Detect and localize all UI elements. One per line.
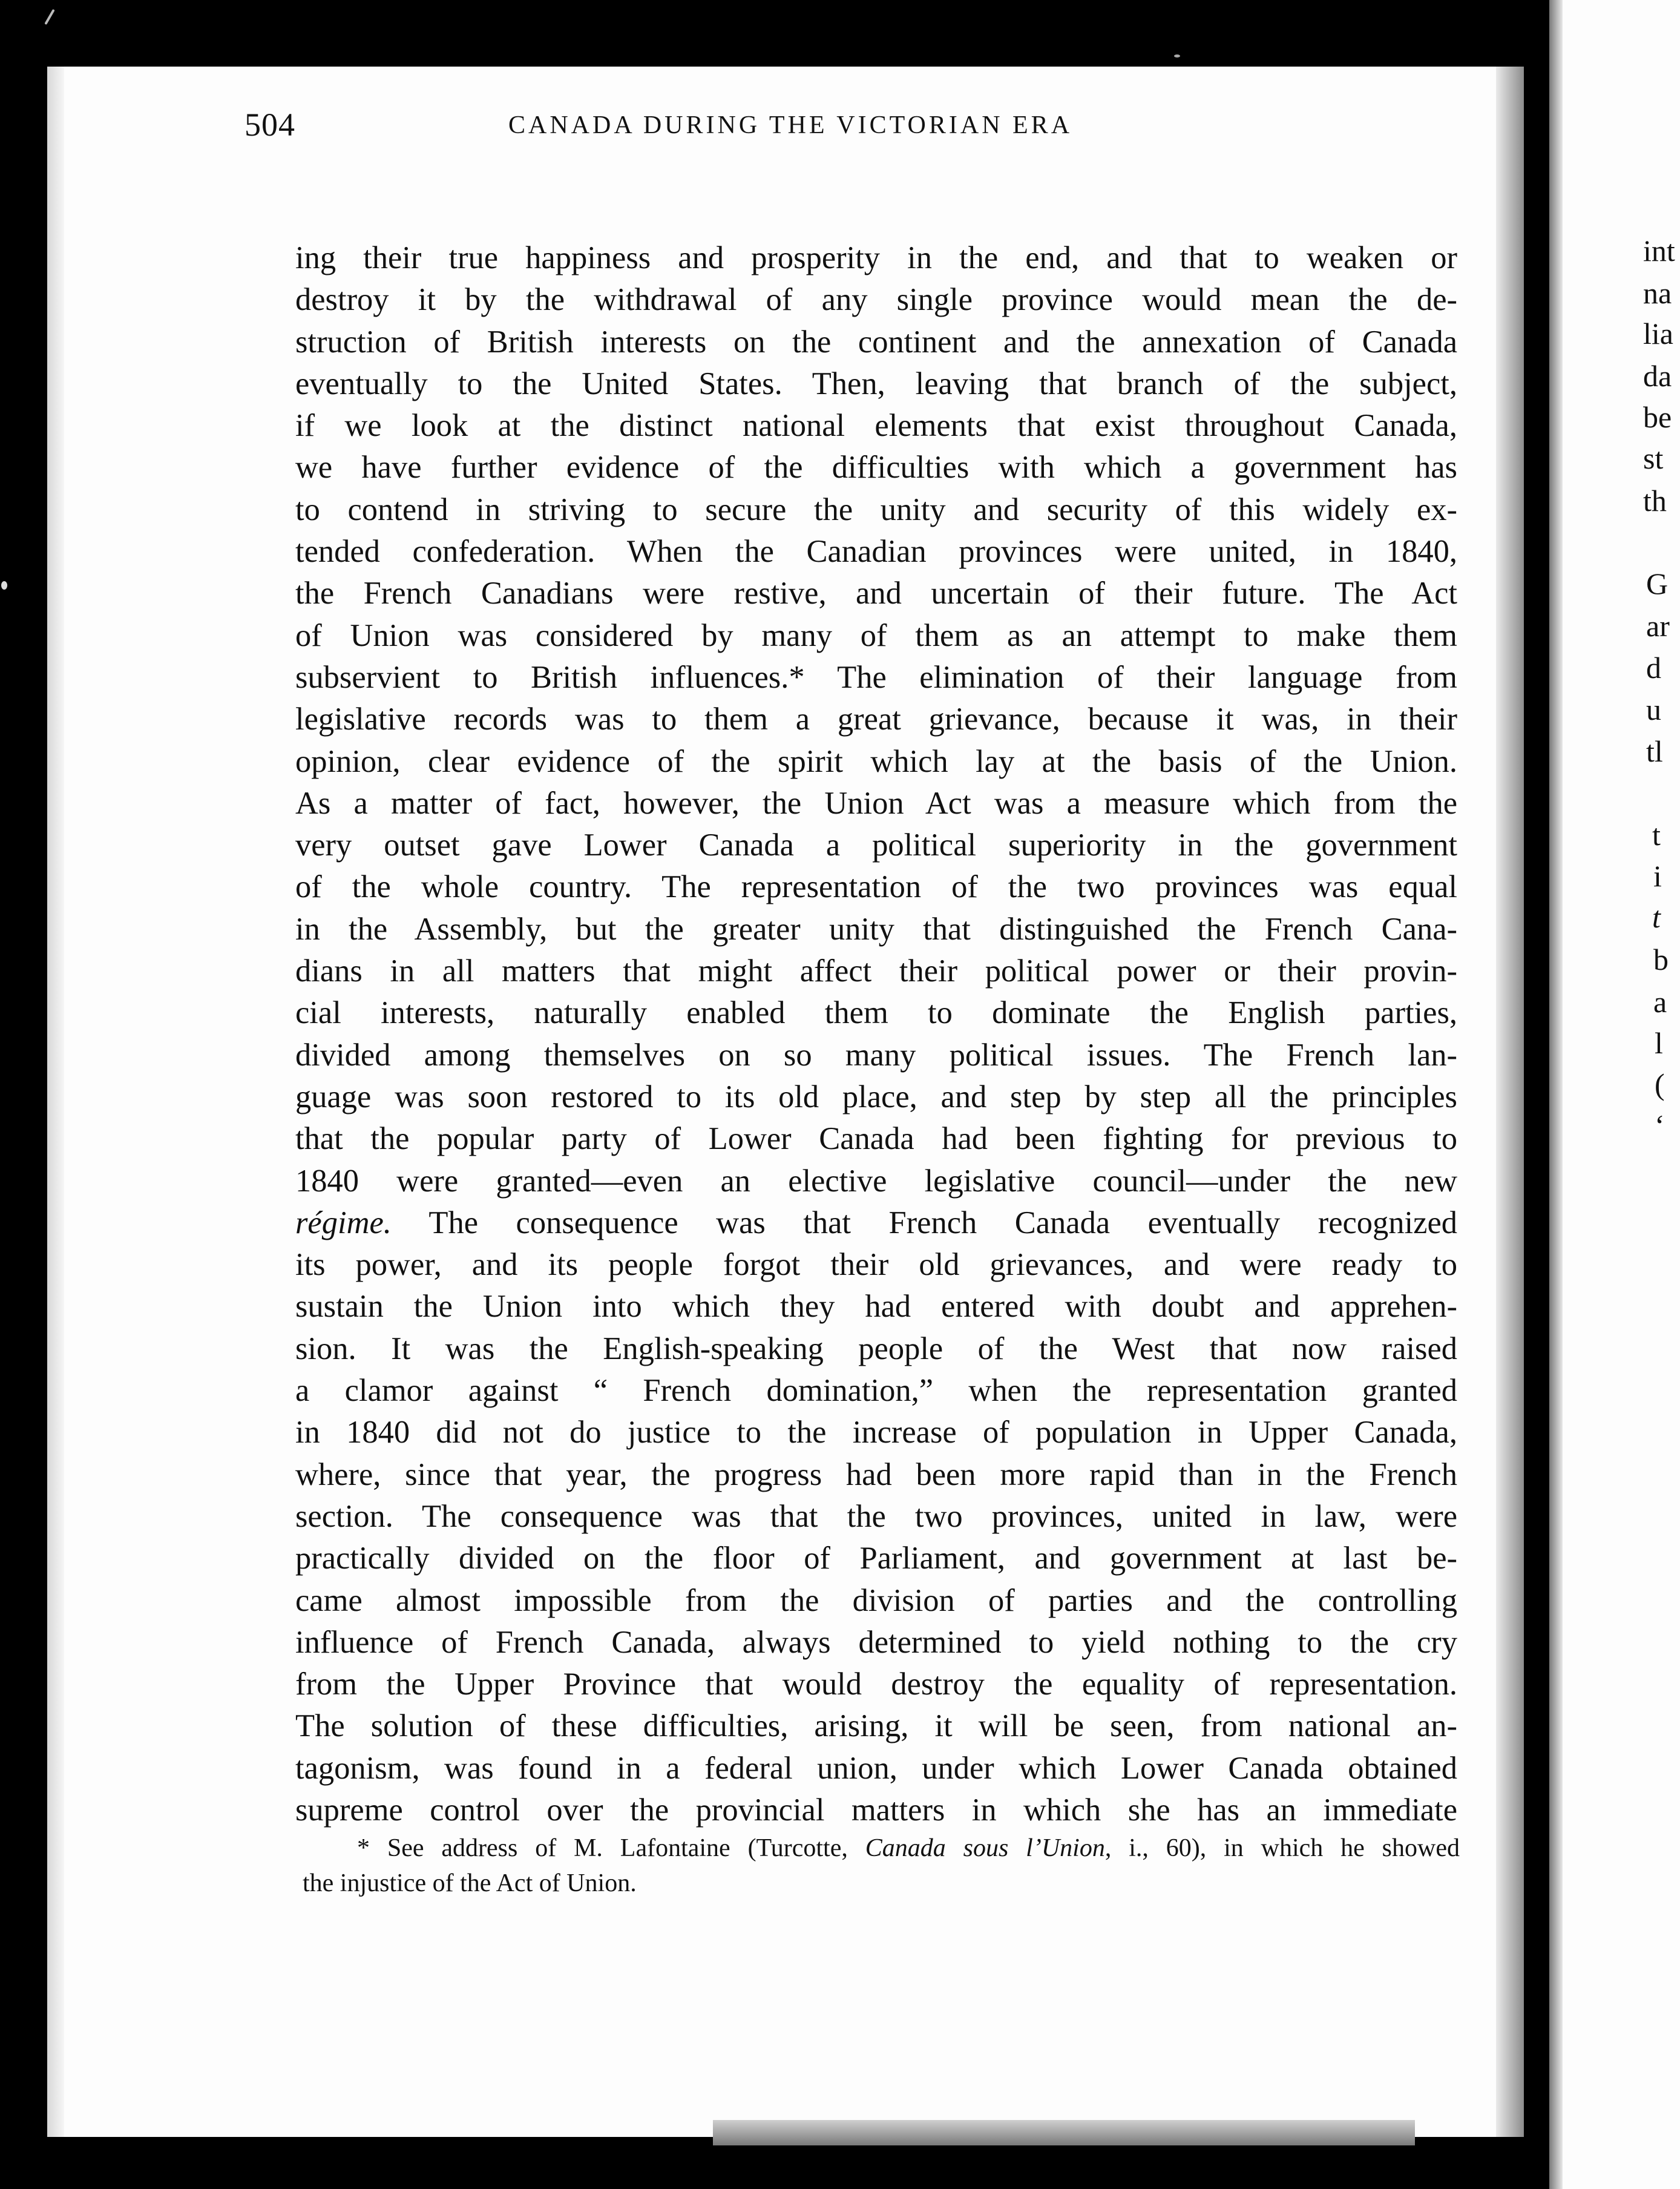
page-bottom-edge: [713, 2120, 1415, 2145]
adjacent-page-fragment: u: [1646, 693, 1661, 726]
text-line-italic-start: [295, 1202, 1457, 1244]
text-line: As a matter of fact, however, the Union Act was a measure which from the: [295, 785, 1457, 821]
text-line: destroy it by the withdrawal of any single province would mean the de-: [295, 282, 1457, 318]
text-line: to contend in striving to secure the unity and security of this widely ex-: [295, 492, 1457, 527]
footnote-italic-title: Canada sous l’Union: [865, 1834, 1105, 1862]
text-line: 1840 were granted—even an elective legislative council—under the new: [295, 1163, 1457, 1199]
adjacent-page-fragment: int: [1643, 234, 1675, 268]
text-line: eventually to the United States. Then, leaving that branch of the subject,: [295, 366, 1457, 401]
footnote-line: [303, 1831, 1460, 1866]
adjacent-page: [1549, 0, 1680, 2189]
page-edge-left: [47, 67, 64, 2137]
footnote-text: * See address of M. Lafontaine (Turcotte,: [357, 1834, 865, 1862]
adjacent-page-fragment: da: [1643, 359, 1672, 393]
scan-speck: [1174, 54, 1180, 58]
adjacent-page-fragment: t: [1652, 900, 1661, 934]
text-line: the French Canadians were restive, and uncertain of their future. The Act: [295, 576, 1457, 611]
text-line: of the whole country. The representation of the two provinces was equal: [295, 869, 1457, 905]
text-line: cial interests, naturally enabled them to dominate the English parties,: [295, 995, 1457, 1031]
text-line: opinion, clear evidence of the spirit which lay at the basis of the Union.: [295, 743, 1457, 779]
adjacent-page-fragment: d: [1646, 651, 1661, 685]
footnote: [303, 1831, 1460, 1901]
text-line: that the popular party of Lower Canada had been fighting for previous to: [295, 1121, 1457, 1157]
text-line: from the Upper Province that would destroy the equality of representation.: [295, 1667, 1457, 1702]
text-line: sion. It was the English-speaking people of the West that now raised: [295, 1331, 1457, 1366]
text-line: influence of French Canada, always determined to yield nothing to the cry: [295, 1624, 1457, 1660]
text-line: if we look at the distinct national elements that exist throughout Canada,: [295, 408, 1457, 444]
adjacent-page-fragment: (: [1655, 1067, 1665, 1101]
text-line: struction of British interests on the continent and the annexation of Canada: [295, 324, 1457, 360]
text-line: The solution of these difficulties, arising, it will be seen, from national an-: [295, 1708, 1457, 1744]
adjacent-page-fragment: l: [1655, 1026, 1663, 1060]
running-title: CANADA DURING THE VICTORIAN ERA: [508, 111, 1073, 139]
text-line: supreme control over the provincial matters in which she has an immediate: [295, 1792, 1457, 1828]
adjacent-page-fragment: st: [1643, 441, 1664, 475]
text-line: legislative records was to them a great grievance, because it was, in their: [295, 702, 1457, 737]
text-line: ing their true happiness and prosperity in the end, and that to weaken or: [295, 240, 1457, 275]
text-line: in 1840 did not do justice to the increase of population in Upper Canada,: [295, 1415, 1457, 1450]
page-edge-right: [1496, 67, 1524, 2137]
text-line: its power, and its people forgot their old grievances, and were ready to: [295, 1247, 1457, 1283]
text-line: dians in all matters that might affect their political power or their provin-: [295, 953, 1457, 989]
adjacent-page-fragment: G: [1646, 567, 1669, 601]
footnote-line: the injustice of the Act of Union.: [303, 1869, 637, 1897]
text-line: guage was soon restored to its old place, and step by step all the principles: [295, 1079, 1457, 1114]
adjacent-page-fragment: be: [1643, 400, 1672, 434]
adjacent-page-fragment: a: [1653, 985, 1667, 1019]
text-line: tended confederation. When the Canadian provinces were united, in 1840,: [295, 534, 1457, 570]
page-gutter: [1549, 0, 1563, 2189]
footnote-text: , i., 60), in which he showed: [1104, 1834, 1460, 1862]
text-line: divided among themselves on so many political issues. The French lan-: [295, 1037, 1457, 1073]
text-line: in the Assembly, but the greater unity that distinguished the French Cana-: [295, 911, 1457, 947]
adjacent-page-fragment: th: [1643, 484, 1667, 518]
text-line: practically divided on the floor of Parliament, and government at last be-: [295, 1541, 1457, 1576]
adjacent-page-fragment: i: [1653, 859, 1662, 893]
body-text: [295, 237, 1457, 1831]
adjacent-page-fragment: tl: [1646, 734, 1663, 768]
adjacent-page-fragment: t: [1652, 818, 1661, 852]
text-line: where, since that year, the progress had been more rapid than in the French: [295, 1457, 1457, 1492]
page-number: 504: [244, 107, 295, 143]
text-line: came almost impossible from the division of parties and the controlling: [295, 1582, 1457, 1618]
scan-speck: [1, 581, 7, 590]
text-line: of Union was considered by many of them as an attempt to make them: [295, 617, 1457, 653]
adjacent-page-fragment: na: [1643, 276, 1672, 310]
text-line: section. The consequence was that the two provinces, united in law, were: [295, 1498, 1457, 1534]
running-head: [244, 106, 1455, 148]
italic-word: régime.: [295, 1205, 392, 1240]
text-line: a clamor against “ French domination,” when the representation granted: [295, 1373, 1457, 1409]
text-line: very outset gave Lower Canada a political superiority in the government: [295, 828, 1457, 863]
adjacent-page-fragment: lia: [1643, 317, 1673, 351]
text-line: tagonism, was found in a federal union, under which Lower Canada obtained: [295, 1750, 1457, 1786]
adjacent-page-fragment: ar: [1646, 609, 1670, 643]
line-remainder: The consequence was that French Canada eventually recognized: [391, 1205, 1457, 1240]
text-line: we have further evidence of the difficulties with which a government has: [295, 450, 1457, 486]
text-line: sustain the Union into which they had entered with doubt and apprehen-: [295, 1289, 1457, 1325]
text-line: subservient to British influences.* The elimination of their language from: [295, 659, 1457, 695]
adjacent-page-fragment: ‘: [1655, 1108, 1665, 1142]
scan-mark: [44, 9, 54, 25]
adjacent-page-fragment: b: [1653, 943, 1669, 976]
